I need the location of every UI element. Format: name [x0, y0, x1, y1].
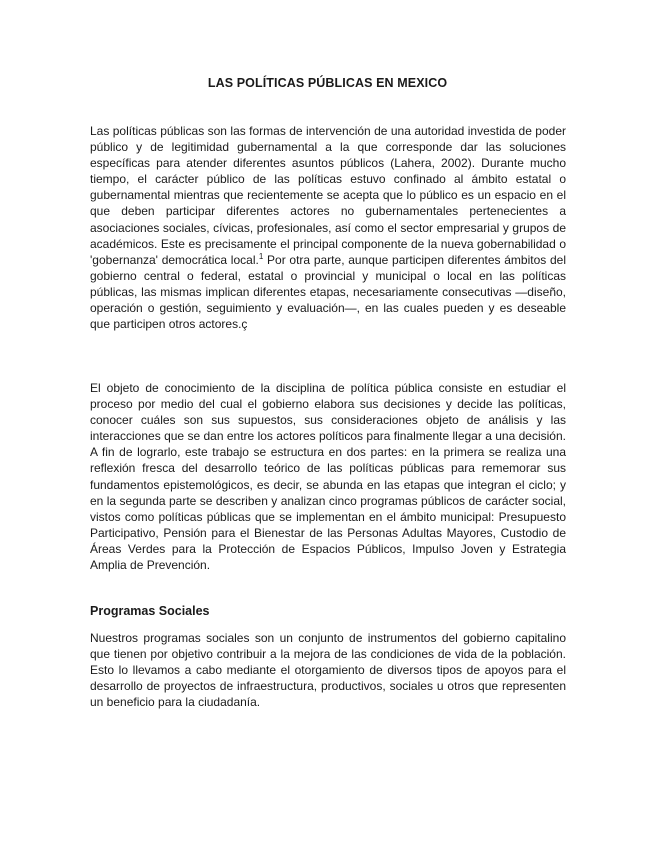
document-title: LAS POLÍTICAS PÚBLICAS EN MEXICO [207, 76, 448, 90]
paragraph-intro [90, 123, 566, 332]
paragraph-programas: Nuestros programas sociales son un conjunto de instrumentos del gobierno capitalino que tienen por objetivo contribuir a la mejora de las condiciones de vida de la población. Esto lo llevamos a cabo mediante el otorgamiento de diversos tipos de apoyos para el desarrollo de proyectos de infraestructura, productivos, sociales u otros que representen un beneficio para la ciudadanía. [90, 631, 566, 710]
paragraph-intro-continuation: Por otra parte, aunque participen diferentes ámbitos del gobierno central o federal, estatal o provincial y municipal o local en las políticas públicas, las mismas implican diferentes etapas, necesariamente consecutivas —diseño, operación o gestión, seguimiento y evaluación—, en las cuales pueden y es deseable que participen otros actores.ç [90, 252, 567, 332]
paragraph-intro-text: Las políticas públicas son las formas de intervención de una autoridad investida de poder público y de legitimidad gubernamental a la que corresponde dar las soluciones específicas para atender diferentes asuntos públicos (Lahera, 2002). Durante mucho tiempo, el carácter público de las políticas estuvo confinado al ámbito estatal o gubernamental mientras que recientemente se acepta que lo público es un espacio en el que deben participar diferentes actores no gubernamentales pertenecientes a asociaciones sociales, cívicas, profesionales, así como el sector empresarial y grupos de académicos. Este es precisamente el principal componente de la nueva gobernabilidad o 'gobernanza' democrática local. [90, 124, 566, 267]
footnote-marker[interactable]: 1 [258, 251, 264, 261]
section-heading-programas: Programas Sociales [90, 604, 210, 618]
paragraph-objective: El objeto de conocimiento de la disciplina de política pública consiste en estudiar el proceso por medio del cual el gobierno elabora sus decisiones y decide las políticas, conocer cuáles son sus supuestos, sus consideraciones objeto de análisis y las interacciones que se dan entre los actores políticos para finalmente llegar a una decisión. A fin de lograrlo, este trabajo se estructura en dos partes: en la primera se realiza una reflexión fresca del desarrollo teórico de las políticas públicas para rememorar sus fundamentos epistemológicos, es decir, se abunda en las etapas que integran el ciclo; y en la segunda parte se describen y analizan cinco programas públicos de carácter social, vistos como políticas públicas que se implementan en el ámbito municipal: Presupuesto Participativo, Pensión para el Bienestar de las Personas Adultas Mayores, Custodio de Áreas Verdes para la Protección de Espacios Públicos, Impulso Joven y Estrategia Amplia de Prevención. [90, 381, 566, 573]
